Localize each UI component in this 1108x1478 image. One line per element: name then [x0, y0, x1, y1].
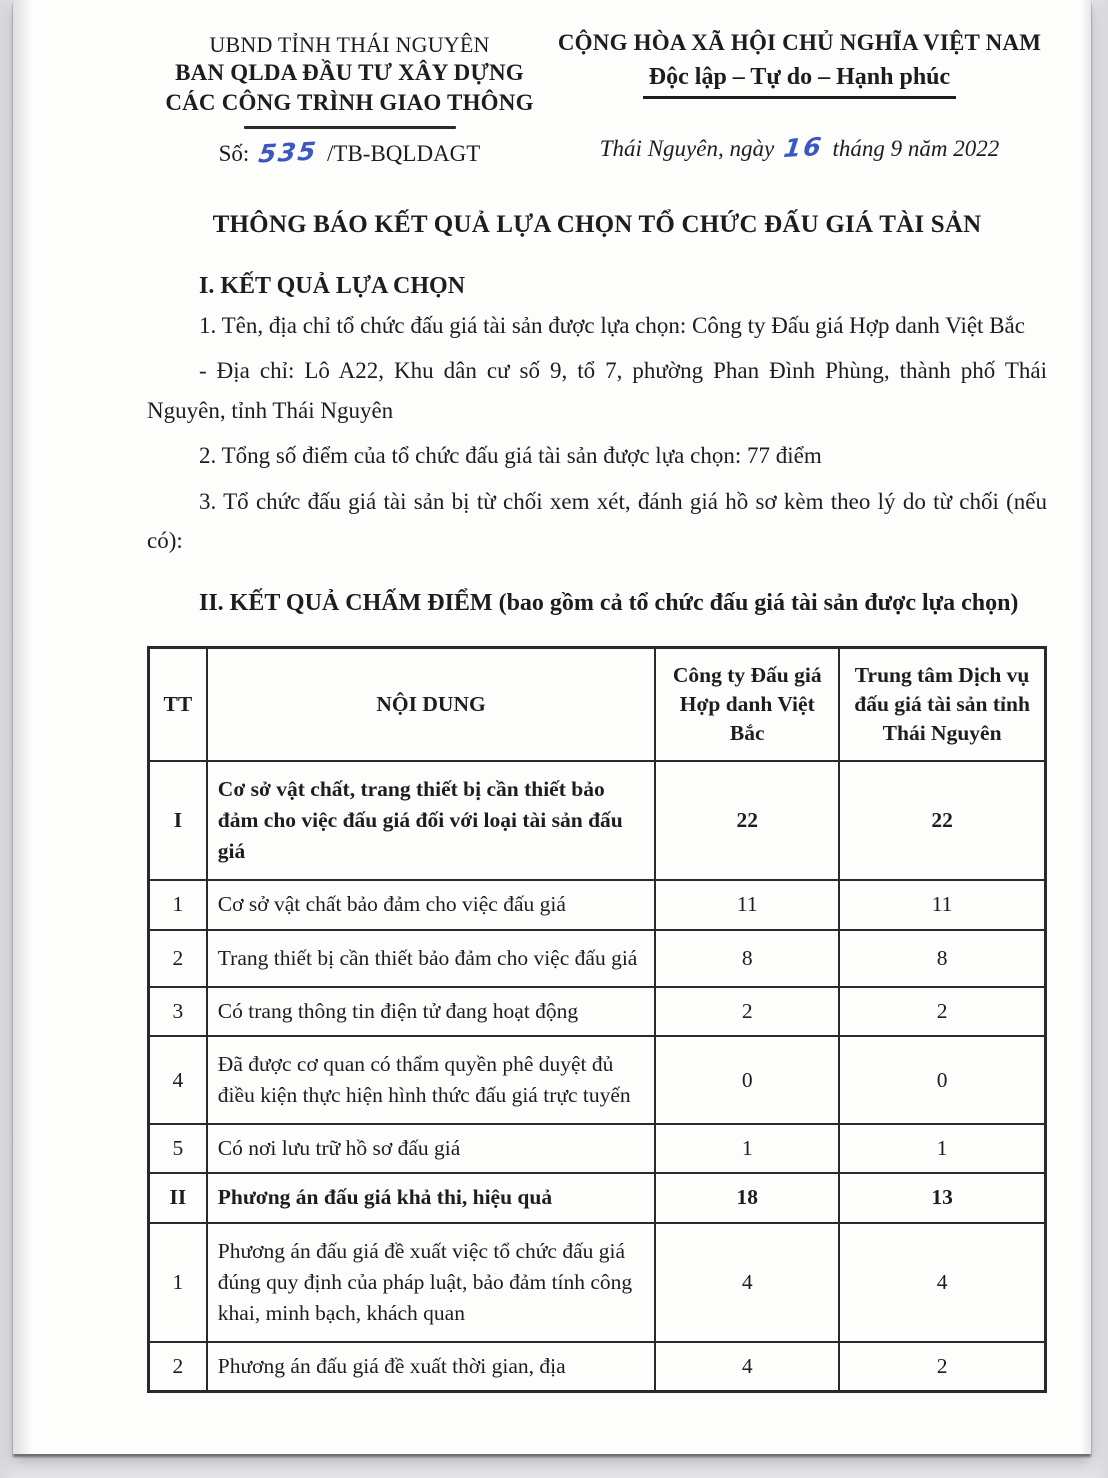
- row-index: II: [149, 1173, 207, 1222]
- row-criterion: Cơ sở vật chất, trang thiết bị cần thiết bảo đảm cho việc đấu giá đối với loại tài sản đấu giá: [207, 761, 656, 881]
- table-row: [149, 1124, 1046, 1173]
- issue-date-day-handwritten: 16: [781, 132, 825, 164]
- row-score-thainguyen: 1: [839, 1124, 1045, 1173]
- agency-parent-name: UBND TỈNH THÁI NGUYÊN: [209, 32, 490, 57]
- scoring-table: [147, 646, 1047, 1393]
- agency-name-line1: BAN QLDA ĐẦU TƯ XÂY DỰNG: [175, 60, 524, 85]
- paragraph-selected-org: 1. Tên, địa chỉ tổ chức đấu giá tài sản được lựa chọn: Công ty Đấu giá Hợp danh Việt Bắc: [199, 312, 1025, 338]
- row-score-thainguyen: 22: [839, 761, 1045, 881]
- row-score-vietbac: 4: [655, 1223, 839, 1343]
- row-score-vietbac: 4: [655, 1342, 839, 1392]
- row-criterion: Cơ sở vật chất bảo đảm cho việc đấu giá: [207, 880, 656, 929]
- table-row: [149, 1173, 1046, 1222]
- table-header-row: [149, 647, 1046, 761]
- national-motto: Độc lập – Tự do – Hạnh phúc: [643, 62, 956, 99]
- document-content: [13, 0, 1091, 1393]
- row-score-vietbac: 1: [655, 1124, 839, 1173]
- document-number-suffix: /TB-BQLDAGT: [327, 140, 481, 166]
- document-page: [13, 0, 1091, 1454]
- row-score-thainguyen: 2: [839, 1342, 1045, 1392]
- row-score-thainguyen: 8: [839, 930, 1045, 987]
- section-2-heading: II. KẾT QUẢ CHẤM ĐIỂM (bao gồm cả tổ chức đấu giá tài sản được lựa chọn): [199, 590, 1019, 616]
- table-row: [149, 987, 1046, 1036]
- issue-date-prefix: Thái Nguyên, ngày: [599, 136, 775, 162]
- row-score-thainguyen: 0: [839, 1036, 1045, 1124]
- row-criterion: Phương án đấu giá đề xuất việc tổ chức đấu giá đúng quy định của pháp luật, bảo đảm tính công khai, minh bạch, khách quan: [207, 1223, 656, 1343]
- row-score-vietbac: 8: [655, 930, 839, 987]
- paragraph-rejected-orgs: 3. Tổ chức đấu giá tài sản bị từ chối xem xét, đánh giá hồ sơ kèm theo lý do từ chối (nếu có):: [147, 488, 1047, 554]
- column-header-content: NỘI DUNG: [207, 647, 656, 761]
- row-score-thainguyen: 2: [839, 987, 1045, 1036]
- row-index: I: [149, 761, 207, 881]
- header-divider-rule: [244, 126, 456, 129]
- table-row: [149, 880, 1046, 929]
- row-score-vietbac: 18: [655, 1173, 839, 1222]
- row-index: 5: [149, 1124, 207, 1173]
- row-score-thainguyen: 4: [839, 1223, 1045, 1343]
- document-number-handwritten: 535: [257, 136, 320, 169]
- column-header-thainguyen: Trung tâm Dịch vụ đấu giá tài sản tỉnh Thái Nguyên: [839, 647, 1045, 761]
- row-index: 3: [149, 987, 207, 1036]
- paragraph-address: - Địa chỉ: Lô A22, Khu dân cư số 9, tổ 7, phường Phan Đình Phùng, thành phố Thái Nguyên, tỉnh Thái Nguyên: [147, 358, 1047, 423]
- table-row: [149, 1036, 1046, 1124]
- row-score-thainguyen: 13: [839, 1173, 1045, 1222]
- row-score-vietbac: 11: [655, 880, 839, 929]
- national-title: CỘNG HÒA XÃ HỘI CHỦ NGHĨA VIỆT NAM: [557, 30, 1042, 55]
- issue-date-line: [552, 133, 1047, 162]
- row-score-thainguyen: 11: [839, 880, 1045, 929]
- row-criterion: Có nơi lưu trữ hồ sơ đấu giá: [207, 1124, 656, 1173]
- row-criterion: Có trang thông tin điện tử đang hoạt động: [207, 987, 656, 1036]
- issuing-agency-block: [147, 24, 552, 167]
- row-index: 1: [149, 880, 207, 929]
- column-header-tt: TT: [149, 647, 207, 761]
- national-motto-block: [552, 24, 1047, 162]
- document-title: THÔNG BÁO KẾT QUẢ LỰA CHỌN TỔ CHỨC ĐẤU GIÁ TÀI SẢN: [212, 210, 982, 238]
- agency-name-line2: CÁC CÔNG TRÌNH GIAO THÔNG: [165, 90, 534, 116]
- document-header: [147, 24, 1047, 167]
- scoring-table-head: [149, 647, 1046, 761]
- row-index: 1: [149, 1223, 207, 1343]
- scoring-table-body: [149, 761, 1046, 1392]
- issue-date-suffix: tháng 9 năm 2022: [832, 136, 1000, 162]
- row-criterion: Đã được cơ quan có thẩm quyền phê duyệt đủ điều kiện thực hiện hình thức đấu giá trực tuyến: [207, 1036, 656, 1124]
- section-1-heading: I. KẾT QUẢ LỰA CHỌN: [199, 272, 466, 299]
- row-index: 2: [149, 1342, 207, 1392]
- row-criterion: Trang thiết bị cần thiết bảo đảm cho việc đấu giá: [207, 930, 656, 987]
- table-row: [149, 1342, 1046, 1392]
- table-row: [149, 1223, 1046, 1343]
- row-criterion: Phương án đấu giá khả thi, hiệu quả: [207, 1173, 656, 1222]
- row-score-vietbac: 2: [655, 987, 839, 1036]
- row-criterion: Phương án đấu giá đề xuất thời gian, địa: [207, 1342, 656, 1392]
- row-index: 4: [149, 1036, 207, 1124]
- paragraph-total-score: 2. Tổng số điểm của tổ chức đấu giá tài sản được lựa chọn: 77 điểm: [199, 443, 822, 469]
- document-number: [147, 138, 552, 167]
- row-score-vietbac: 22: [655, 761, 839, 881]
- table-row: [149, 930, 1046, 987]
- column-header-vietbac: Công ty Đấu giá Hợp danh Việt Bắc: [655, 647, 839, 761]
- document-number-label: Số:: [218, 140, 250, 166]
- table-row: [149, 761, 1046, 881]
- row-index: 2: [149, 930, 207, 987]
- row-score-vietbac: 0: [655, 1036, 839, 1124]
